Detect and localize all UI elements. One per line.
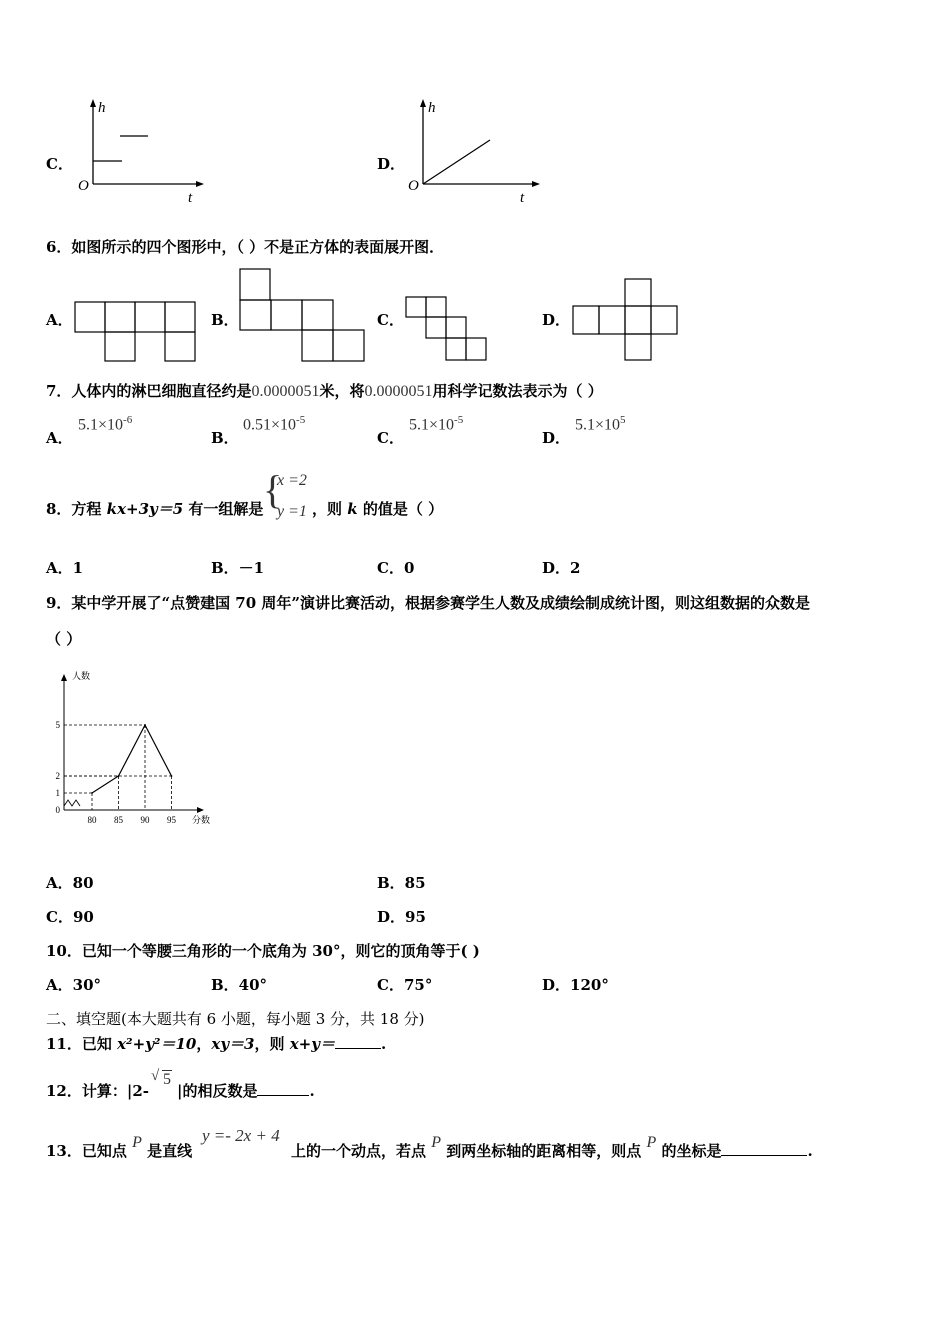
sqrt-symbol: √ 5 xyxy=(151,1068,171,1088)
q10-option-d: D．120° xyxy=(542,976,609,994)
q9-option-d: D．95 xyxy=(377,908,426,926)
q7-option-b-label: B． xyxy=(211,429,239,447)
y-tick-label: 2 xyxy=(55,771,60,781)
q8-option-b: B．－1 xyxy=(211,559,265,577)
q9-line-chart xyxy=(40,664,220,828)
data-point xyxy=(118,775,120,777)
q9-option-b: B．85 xyxy=(377,874,426,892)
y-axis-arrow xyxy=(61,674,67,681)
q6-stem: 6．如图所示的四个图形中，（ ）不是正方体的表面展开图． xyxy=(46,238,445,256)
q10-stem: 10．已知一个等腰三角形的一个底角为 30°，则它的顶角等于( ) xyxy=(46,942,480,960)
q10-option-c: C．75° xyxy=(377,976,433,994)
x-tick-label: 85 xyxy=(114,815,123,825)
y-axis-label: 人数 xyxy=(72,671,91,681)
q6-option-c-label: C． xyxy=(377,311,404,329)
q6-option-a-label: A． xyxy=(46,311,73,329)
x-tick-label: 90 xyxy=(140,815,150,825)
axis-break xyxy=(64,800,80,806)
q8-stem-tail: ，则 k 的值是（ ） xyxy=(312,500,444,518)
data-point xyxy=(144,724,146,726)
q6-net-d xyxy=(572,278,680,362)
series-line xyxy=(92,725,172,793)
q9-stem-line2: （ ） xyxy=(46,630,82,648)
x-axis-label: 分数 xyxy=(192,815,211,825)
x-tick-label: 95 xyxy=(167,815,176,825)
q7-option-b-value: $0.51\times 10^{-5}$ xyxy=(243,414,306,434)
q8-system-eq1: x =2 xyxy=(277,472,307,489)
q13-stem-b: 上的一个动点，若点 P 到两坐标轴的距离相等，则点 P 的坐标是 . xyxy=(291,1134,813,1160)
q10-option-b: B．40° xyxy=(211,976,268,994)
q7-option-d-label: D． xyxy=(542,429,571,447)
q8-option-c: C．0 xyxy=(377,559,415,577)
q10-option-a: A．30° xyxy=(46,976,102,994)
system-brace: { xyxy=(263,467,283,512)
q9-stem-line1: 9．某中学开展了“点赞建国 70 周年”演讲比赛活动，根据参赛学生人数及成绩绘制成统计图，则这组数据的众数是 xyxy=(46,594,811,612)
data-point xyxy=(91,792,93,794)
q7-option-a-value: $5.1\times 10^{-6}$ xyxy=(78,414,133,434)
q12-stem: 12．计算：|2- √ 5 |的相反数是 . xyxy=(46,1068,315,1100)
origin-label: O xyxy=(408,178,419,194)
q5-graph-c xyxy=(78,98,208,206)
answer-blank xyxy=(721,1141,807,1156)
q5-option-c-label: C． xyxy=(46,155,73,173)
x-tick-label: 80 xyxy=(87,815,97,825)
q8-option-a: A．1 xyxy=(46,559,84,577)
y-tick-label: 0 xyxy=(55,805,60,815)
y-tick-label: 5 xyxy=(55,720,60,730)
q5-graph-d xyxy=(408,98,544,206)
q8-system-eq2: y =1 xyxy=(277,503,307,520)
answer-blank xyxy=(335,1034,381,1049)
answer-blank xyxy=(257,1081,309,1096)
q7-stem: 7．人体内的淋巴细胞直径约是0.0000051米，将0.0000051用科学记数法表示为（ ） xyxy=(46,382,603,400)
q5-option-d-label: D． xyxy=(377,155,406,173)
q7-option-c-value: $5.1\times 10^{-5}$ xyxy=(409,414,464,434)
q8-stem-lead: 8．方程 kx+3y＝5 有一组解是 xyxy=(46,500,264,518)
q6-option-b-label: B． xyxy=(211,311,239,329)
q13-line-equation: y =- 2x + 4 xyxy=(202,1126,280,1145)
origin-label: O xyxy=(78,178,89,194)
data-point xyxy=(171,775,173,777)
q7-option-c-label: C． xyxy=(377,429,404,447)
q6-option-d-label: D． xyxy=(542,311,571,329)
axis-h-label: h xyxy=(98,100,106,116)
section-heading: 二、填空题(本大题共有 6 小题，每小题 3 分，共 18 分) xyxy=(46,1010,425,1028)
axis-t-label: t xyxy=(520,190,525,206)
q6-net-a xyxy=(74,300,196,362)
axis-h-label: h xyxy=(428,100,436,116)
axis-t-label: t xyxy=(188,190,193,206)
q7-option-a-label: A． xyxy=(46,429,73,447)
y-tick-label: 1 xyxy=(55,788,60,798)
q7-option-d-value: $5.1\times 10^5$ xyxy=(575,414,626,434)
q6-net-b xyxy=(238,267,366,363)
q11-stem: 11．已知 x²+y²＝10，xy＝3，则 x+y＝ . xyxy=(46,1035,387,1053)
q6-net-c xyxy=(404,295,490,363)
q9-option-a: A．80 xyxy=(46,874,94,892)
q8-option-d: D．2 xyxy=(542,559,581,577)
x-axis-arrow xyxy=(197,807,204,813)
q9-option-c: C．90 xyxy=(46,908,94,926)
q13-stem-a: 13．已知点 P 是直线 xyxy=(46,1134,193,1160)
